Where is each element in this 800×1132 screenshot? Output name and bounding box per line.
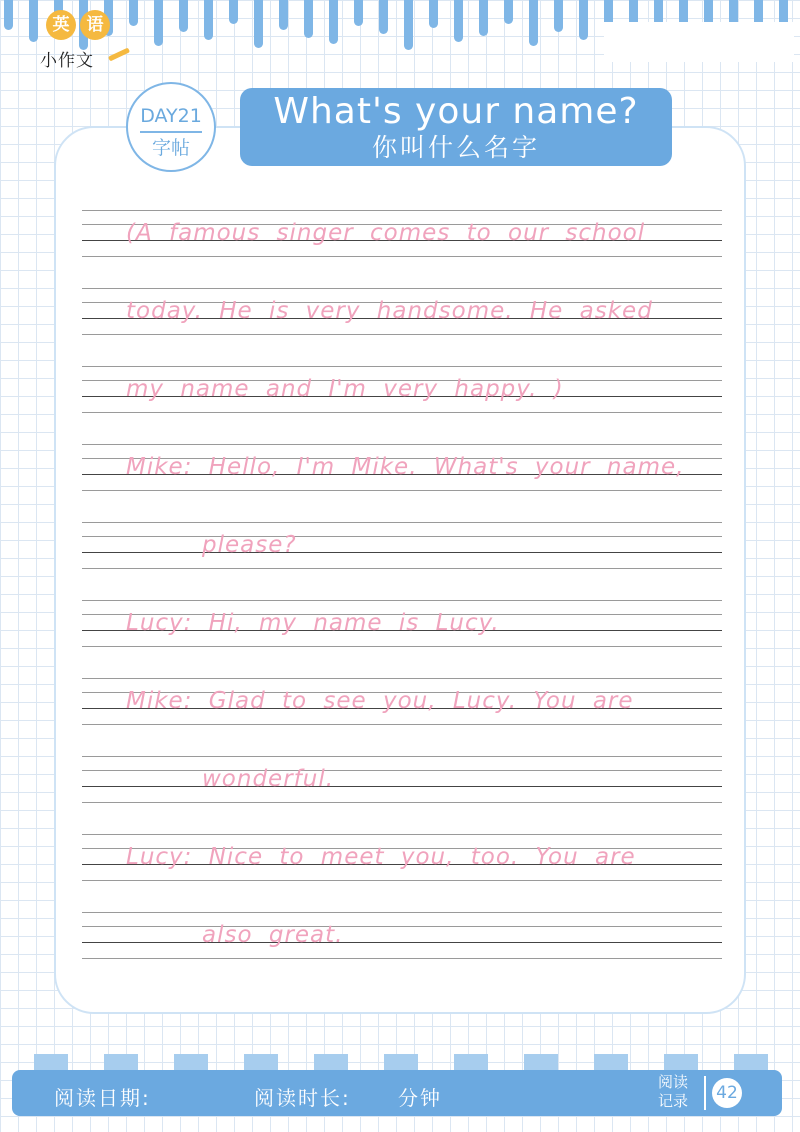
guide-line (82, 490, 722, 491)
stripe-bar (204, 0, 213, 40)
writing-row (82, 912, 722, 962)
guide-line (82, 210, 722, 211)
writing-row (82, 756, 722, 806)
guide-line (82, 678, 722, 679)
logo (36, 10, 126, 72)
badge-divider (140, 131, 202, 133)
trace-text: today. He is very handsome. He asked (126, 298, 653, 324)
guide-line (82, 770, 722, 771)
page-number: 42 (712, 1078, 742, 1108)
stripe-bar (554, 0, 563, 32)
writing-row (82, 522, 722, 572)
day-badge (126, 82, 216, 172)
stripe-bar (154, 0, 163, 46)
footer-separator (704, 1076, 706, 1110)
trace-text: also great. (202, 922, 344, 948)
reading-duration-label: 阅读时长: (254, 1086, 351, 1110)
guide-line (82, 536, 722, 537)
stripe-bar (404, 0, 413, 50)
trace-text: Lucy: Nice to meet you, too. You are (126, 844, 636, 870)
writing-row (82, 834, 722, 884)
stripe-bar (304, 0, 313, 38)
stripe-bar (254, 0, 263, 48)
title-english: What's your name? (273, 91, 639, 132)
day-label: DAY21 (140, 105, 202, 127)
guide-line (82, 444, 722, 445)
guide-line (82, 756, 722, 757)
guide-line (82, 958, 722, 959)
stripe-bar (354, 0, 363, 26)
reading-record-label (658, 1073, 688, 1111)
guide-line (82, 256, 722, 257)
guide-line (82, 926, 722, 927)
guide-line (82, 880, 722, 881)
guide-line (82, 724, 722, 725)
stripe-bar (429, 0, 438, 28)
badge-kind: 字帖 (151, 137, 190, 159)
guide-line (82, 942, 722, 943)
title-banner (240, 88, 672, 166)
blank-patch (604, 22, 794, 62)
writing-row (82, 288, 722, 338)
trace-text: Lucy: Hi, my name is Lucy. (126, 610, 500, 636)
logo-char-1: 英 (46, 10, 76, 40)
stripe-bar (529, 0, 538, 46)
handwriting-lines (82, 210, 722, 970)
guide-line (82, 366, 722, 367)
guide-line (82, 288, 722, 289)
writing-row (82, 366, 722, 416)
trace-text: Mike: Hello, I'm Mike. What's your name, (126, 454, 685, 480)
stripe-bar (454, 0, 463, 42)
trace-text: wonderful. (202, 766, 335, 792)
guide-line (82, 646, 722, 647)
stripe-bar (579, 0, 588, 40)
writing-row (82, 678, 722, 728)
footer-bar (12, 1070, 782, 1116)
writing-row (82, 600, 722, 650)
guide-line (82, 786, 722, 787)
stripe-bar (4, 0, 13, 30)
stripe-bar (504, 0, 513, 24)
stripe-bar (229, 0, 238, 24)
stripe-bar (379, 0, 388, 34)
pencil-icon (108, 48, 130, 62)
trace-text: please? (202, 532, 297, 558)
logo-subtitle: 小作文 (40, 51, 94, 71)
trace-text: (A famous singer comes to our school (126, 220, 646, 246)
stripe-bar (329, 0, 338, 44)
record-label-line-2: 记录 (658, 1092, 689, 1110)
writing-row (82, 444, 722, 494)
stripe-bar (129, 0, 138, 26)
stripe-bar (179, 0, 188, 32)
stripe-bar (279, 0, 288, 30)
guide-line (82, 600, 722, 601)
title-chinese: 你叫什么名字 (371, 133, 540, 162)
guide-line (82, 568, 722, 569)
guide-line (82, 522, 722, 523)
guide-line (82, 334, 722, 335)
minutes-label: 分钟 (398, 1086, 442, 1110)
guide-line (82, 552, 722, 553)
trace-text: my name and I'm very happy. ) (126, 376, 564, 402)
stripe-bar (479, 0, 488, 36)
guide-line (82, 412, 722, 413)
guide-line (82, 912, 722, 913)
reading-date-label: 阅读日期: (54, 1086, 151, 1110)
guide-line (82, 802, 722, 803)
logo-char-2: 语 (80, 10, 110, 40)
record-label-line-1: 阅读 (658, 1073, 689, 1091)
writing-row (82, 210, 722, 260)
guide-line (82, 834, 722, 835)
trace-text: Mike: Glad to see you, Lucy. You are (126, 688, 634, 714)
